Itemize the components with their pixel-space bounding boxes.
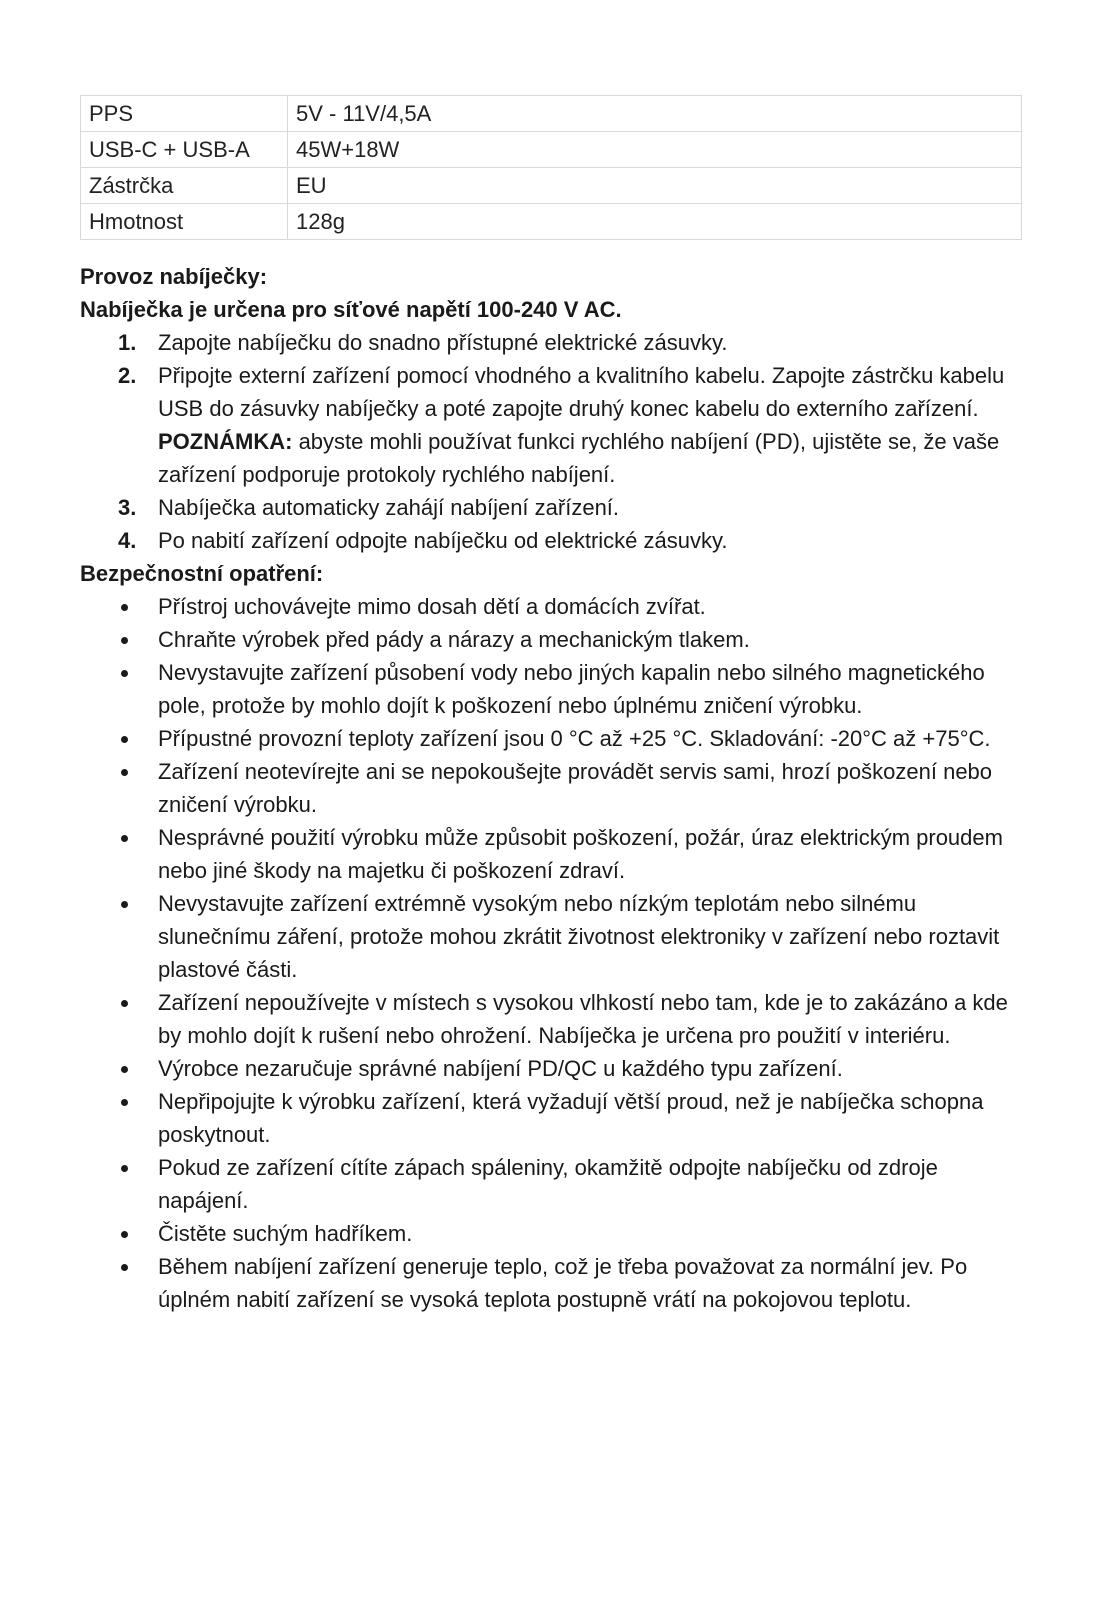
table-row bbox=[81, 204, 1022, 240]
bullet-icon bbox=[121, 637, 128, 644]
step-text: Připojte externí zařízení pomocí vhodného a kvalitního kabelu. Zapojte zástrčku kabelu USB do zásuvky nabíječky a poté zapojte druhý konec kabelu do externího zařízení. bbox=[158, 363, 1005, 421]
safety-text: Nevystavujte zařízení extrémně vysokým nebo nízkým teplotám nebo silnému slunečnímu záření, protože mohou zkrátit životnost elektroniky v zařízení nebo roztavit plastové části. bbox=[158, 891, 1000, 982]
list-item bbox=[80, 887, 1020, 986]
list-item bbox=[80, 1217, 1020, 1250]
list-item bbox=[80, 491, 1020, 524]
bullet-icon bbox=[121, 835, 128, 842]
list-item bbox=[80, 722, 1020, 755]
table-row bbox=[81, 132, 1022, 168]
bullet-icon bbox=[121, 1165, 128, 1172]
step-text: Po nabití zařízení odpojte nabíječku od elektrické zásuvky. bbox=[158, 528, 728, 553]
operation-heading: Provoz nabíječky: bbox=[80, 264, 268, 289]
bullet-icon bbox=[121, 736, 128, 743]
bullet-icon bbox=[121, 1264, 128, 1271]
safety-heading: Bezpečnostní opatření: bbox=[80, 561, 324, 586]
spec-value: 128g bbox=[288, 204, 1022, 240]
list-item bbox=[80, 986, 1020, 1052]
list-item bbox=[80, 821, 1020, 887]
safety-text: Přípustné provozní teploty zařízení jsou 0 °C až +25 °C. Skladování: -20°C až +75°C. bbox=[158, 726, 991, 751]
step-number: 3. bbox=[118, 495, 137, 520]
table-row bbox=[81, 168, 1022, 204]
note-text: abyste mohli používat funkci rychlého nabíjení (PD), ujistěte se, že vaše zařízení podporuje protokoly rychlého nabíjení. bbox=[158, 429, 1000, 487]
list-item bbox=[80, 524, 1020, 557]
table-row bbox=[81, 96, 1022, 132]
step-number: 1. bbox=[118, 330, 137, 355]
list-item bbox=[80, 1250, 1020, 1316]
safety-text: Pokud ze zařízení cítíte zápach spáleniny, okamžitě odpojte nabíječku od zdroje napájení. bbox=[158, 1155, 938, 1213]
safety-text: Během nabíjení zařízení generuje teplo, což je třeba považovat za normální jev. Po úplném nabití zařízení se vysoká teplota postupně vrátí na pokojovou teplotu. bbox=[158, 1254, 968, 1312]
bullet-icon bbox=[121, 1099, 128, 1106]
safety-text: Zařízení neotevírejte ani se nepokoušejte provádět servis sami, hrozí poškození nebo zničení výrobku. bbox=[158, 759, 993, 817]
step-text: Nabíječka automaticky zahájí nabíjení zařízení. bbox=[158, 495, 620, 520]
step-number: 4. bbox=[118, 528, 137, 553]
bullet-icon bbox=[121, 1066, 128, 1073]
operation-steps bbox=[80, 326, 1020, 557]
spec-key: USB-C + USB-A bbox=[81, 132, 288, 168]
list-item bbox=[80, 1085, 1020, 1151]
bullet-icon bbox=[121, 769, 128, 776]
bullet-icon bbox=[121, 1000, 128, 1007]
spec-key: Zástrčka bbox=[81, 168, 288, 204]
safety-text: Zařízení nepoužívejte v místech s vysokou vlhkostí nebo tam, kde je to zakázáno a kde by mohlo dojít k rušení nebo ohrožení. Nabíječka je určena pro použití v interiéru. bbox=[158, 990, 1008, 1048]
step-number: 2. bbox=[118, 363, 137, 388]
list-item bbox=[80, 359, 1020, 491]
bullet-icon bbox=[121, 670, 128, 677]
list-item bbox=[80, 1052, 1020, 1085]
bullet-icon bbox=[121, 901, 128, 908]
safety-text: Přístroj uchovávejte mimo dosah dětí a domácích zvířat. bbox=[158, 594, 706, 619]
safety-text: Nevystavujte zařízení působení vody nebo jiných kapalin nebo silného magnetického pole, protože by mohlo dojít k poškození nebo úplnému zničení výrobku. bbox=[158, 660, 985, 718]
spec-value: 5V - 11V/4,5A bbox=[288, 96, 1022, 132]
list-item bbox=[80, 755, 1020, 821]
operation-subheading: Nabíječka je určena pro síťové napětí 100-240 V AC. bbox=[80, 297, 622, 322]
bullet-icon bbox=[121, 1231, 128, 1238]
list-item bbox=[80, 656, 1020, 722]
list-item bbox=[80, 1151, 1020, 1217]
list-item bbox=[80, 326, 1020, 359]
bullet-icon bbox=[121, 604, 128, 611]
note-label: POZNÁMKA: bbox=[158, 429, 293, 454]
list-item bbox=[80, 590, 1020, 623]
safety-text: Nepřipojujte k výrobku zařízení, která vyžadují větší proud, než je nabíječka schopna poskytnout. bbox=[158, 1089, 984, 1147]
step-text: Zapojte nabíječku do snadno přístupné elektrické zásuvky. bbox=[158, 330, 728, 355]
spec-key: Hmotnost bbox=[81, 204, 288, 240]
safety-text: Čistěte suchým hadříkem. bbox=[158, 1221, 413, 1246]
safety-text: Nesprávné použití výrobku může způsobit poškození, požár, úraz elektrickým proudem nebo jiné škody na majetku či poškození zdraví. bbox=[158, 825, 1003, 883]
safety-list bbox=[80, 590, 1020, 1316]
safety-text: Výrobce nezaručuje správné nabíjení PD/QC u každého typu zařízení. bbox=[158, 1056, 843, 1081]
list-item bbox=[80, 623, 1020, 656]
spec-value: EU bbox=[288, 168, 1022, 204]
spec-key: PPS bbox=[81, 96, 288, 132]
spec-value: 45W+18W bbox=[288, 132, 1022, 168]
spec-table bbox=[80, 95, 1022, 240]
safety-text: Chraňte výrobek před pády a nárazy a mechanickým tlakem. bbox=[158, 627, 750, 652]
